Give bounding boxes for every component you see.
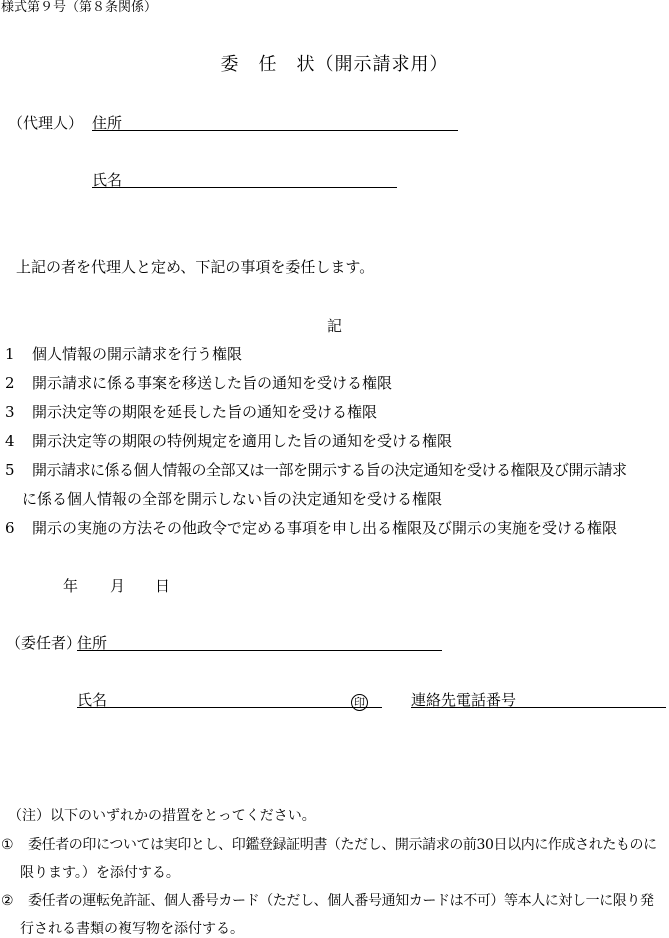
form-number: 様式第９号（第８条関係） [1,0,158,15]
ki-heading: 記 [327,317,343,335]
principal-role-label: （委任者） [6,634,82,652]
seal-icon: 印 [351,694,368,711]
note-continuation: 限ります。）を添付する。 [20,865,180,881]
note-mark: ② [1,893,14,909]
list-item-text: 個人情報の開示請求を行う権限 [32,345,243,363]
list-item-text: 開示決定等の期限を延長した旨の通知を受ける権限 [32,403,378,421]
note-mark: ① [1,837,14,853]
date-year-label: 年 [63,577,79,595]
principal-phone-label: 連絡先電話番号 [411,691,517,709]
agent-address-label: 住所 [92,114,123,132]
list-item-text: 開示決定等の期限の特例規定を適用した旨の通知を受ける権限 [32,432,453,450]
agent-name-field[interactable] [92,187,397,188]
notes-header: （注）以下のいずれかの措置をとってください。 [8,808,316,824]
list-item-number: 6 [5,519,15,537]
agent-name-label: 氏名 [92,171,123,189]
date-month-label: 月 [110,577,126,595]
principal-address-label: 住所 [77,634,108,652]
agent-address-field[interactable] [92,130,458,131]
list-item-number: 5 [5,461,15,479]
page-title: 委 任 状（開示請求用） [220,54,449,75]
seal-mark [351,691,368,711]
note-continuation: 行される書類の複写物を添付する。 [20,921,244,937]
list-item-text: 開示請求に係る個人情報の全部又は一部を開示する旨の決定通知を受ける権限及び開示請求 [32,461,627,479]
list-item-number: 3 [5,403,15,421]
agent-role-label: （代理人） [8,114,84,132]
principal-name-label: 氏名 [77,691,108,709]
date-day-label: 日 [155,577,171,595]
principal-phone-field[interactable] [411,707,666,708]
list-item-number: 1 [5,345,15,363]
list-item-continuation: に係る個人情報の全部を開示しない旨の決定通知を受ける権限 [22,490,443,508]
list-item-text: 開示の実施の方法その他政令で定める事項を申し出る権限及び開示の実施を受ける権限 [32,519,618,537]
list-item-number: 4 [5,432,15,450]
principal-name-field[interactable] [77,707,382,708]
note-text: 委任者の印については実印とし、印鑑登録証明書（ただし、開示請求の前30日以内に作成されたものに [28,837,657,853]
note-text: 委任者の運転免許証、個人番号カード（ただし、個人番号通知カードは不可）等本人に対し一に限り発 [28,893,654,909]
list-item-text: 開示請求に係る事案を移送した旨の通知を受ける権限 [32,374,393,392]
delegation-statement: 上記の者を代理人と定め、下記の事項を委任します。 [16,258,375,276]
list-item-number: 2 [5,374,15,392]
principal-address-field[interactable] [77,650,442,651]
